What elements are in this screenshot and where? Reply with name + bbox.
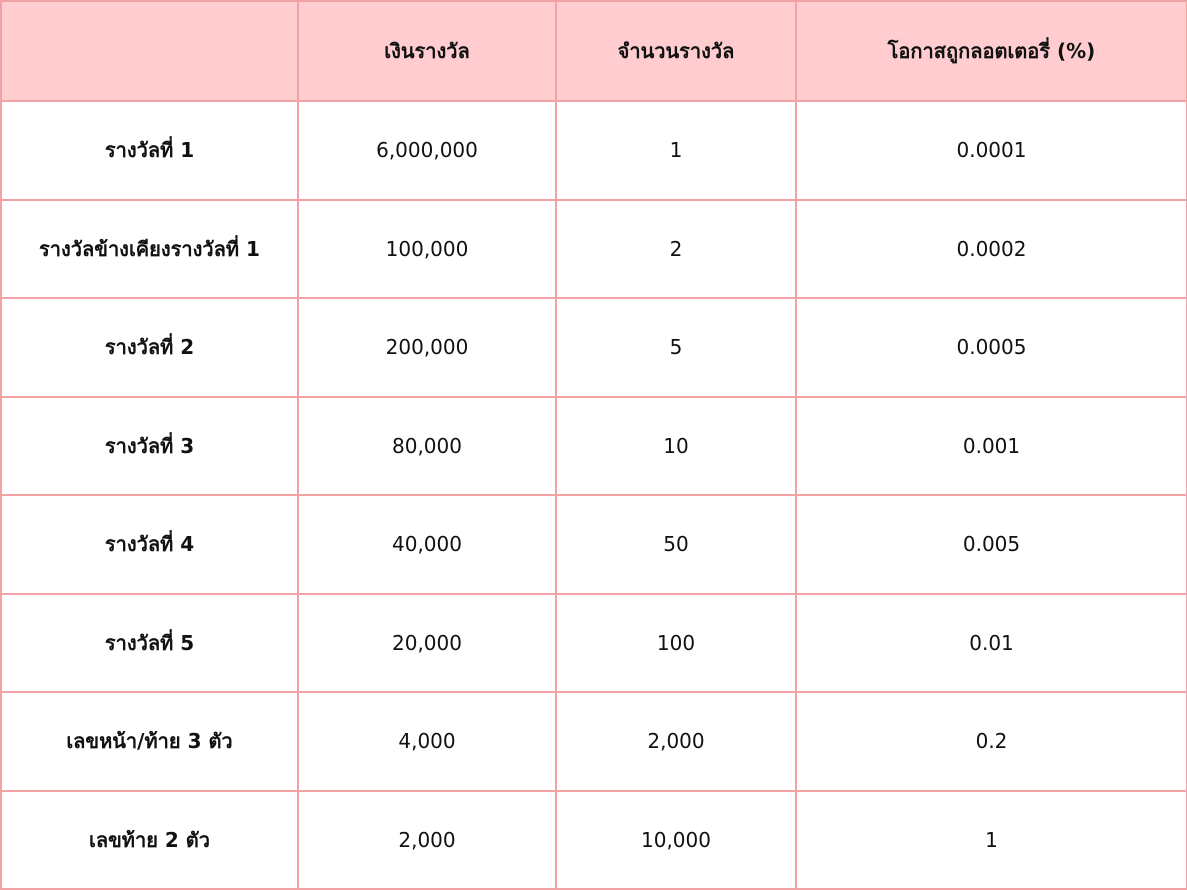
prize-count-cell: 10 (556, 397, 796, 496)
prize-count-cell: 2,000 (556, 692, 796, 791)
prize-count-cell: 10,000 (556, 791, 796, 890)
prize-amount-cell: 200,000 (298, 298, 556, 397)
table-row (1, 200, 1187, 299)
prize-count-cell: 2 (556, 200, 796, 299)
prize-amount-cell: 40,000 (298, 495, 556, 594)
prize-label-cell: รางวัลที่ 3 (1, 397, 298, 496)
header-cell-empty (1, 1, 298, 101)
prize-label-cell: เลขหน้า/ท้าย 3 ตัว (1, 692, 298, 791)
table-row (1, 495, 1187, 594)
prize-count-cell: 100 (556, 594, 796, 693)
prize-count-cell: 1 (556, 101, 796, 200)
prize-label-cell: รางวัลที่ 5 (1, 594, 298, 693)
prize-label-cell: รางวัลที่ 1 (1, 101, 298, 200)
winning-chance-cell: 1 (796, 791, 1187, 890)
prize-amount-cell: 6,000,000 (298, 101, 556, 200)
table-body (1, 101, 1187, 889)
prize-amount-cell: 4,000 (298, 692, 556, 791)
prize-amount-cell: 2,000 (298, 791, 556, 890)
prize-count-cell: 50 (556, 495, 796, 594)
prize-label-cell: เลขท้าย 2 ตัว (1, 791, 298, 890)
prize-amount-cell: 100,000 (298, 200, 556, 299)
table-header (1, 1, 1187, 101)
header-cell-prize-count: จำนวนรางวัล (556, 1, 796, 101)
winning-chance-cell: 0.001 (796, 397, 1187, 496)
winning-chance-cell: 0.0002 (796, 200, 1187, 299)
prize-label-cell: รางวัลข้างเคียงรางวัลที่ 1 (1, 200, 298, 299)
header-cell-winning-chance: โอกาสถูกลอตเตอรี่ (%) (796, 1, 1187, 101)
table-row (1, 692, 1187, 791)
prize-amount-cell: 80,000 (298, 397, 556, 496)
winning-chance-cell: 0.2 (796, 692, 1187, 791)
prize-amount-cell: 20,000 (298, 594, 556, 693)
winning-chance-cell: 0.0005 (796, 298, 1187, 397)
table-row (1, 594, 1187, 693)
table-row (1, 791, 1187, 890)
table-row (1, 397, 1187, 496)
winning-chance-cell: 0.0001 (796, 101, 1187, 200)
table-row (1, 298, 1187, 397)
table-row (1, 101, 1187, 200)
prize-count-cell: 5 (556, 298, 796, 397)
winning-chance-cell: 0.005 (796, 495, 1187, 594)
header-cell-prize-amount: เงินรางวัล (298, 1, 556, 101)
header-row (1, 1, 1187, 101)
prize-label-cell: รางวัลที่ 2 (1, 298, 298, 397)
winning-chance-cell: 0.01 (796, 594, 1187, 693)
prize-label-cell: รางวัลที่ 4 (1, 495, 298, 594)
